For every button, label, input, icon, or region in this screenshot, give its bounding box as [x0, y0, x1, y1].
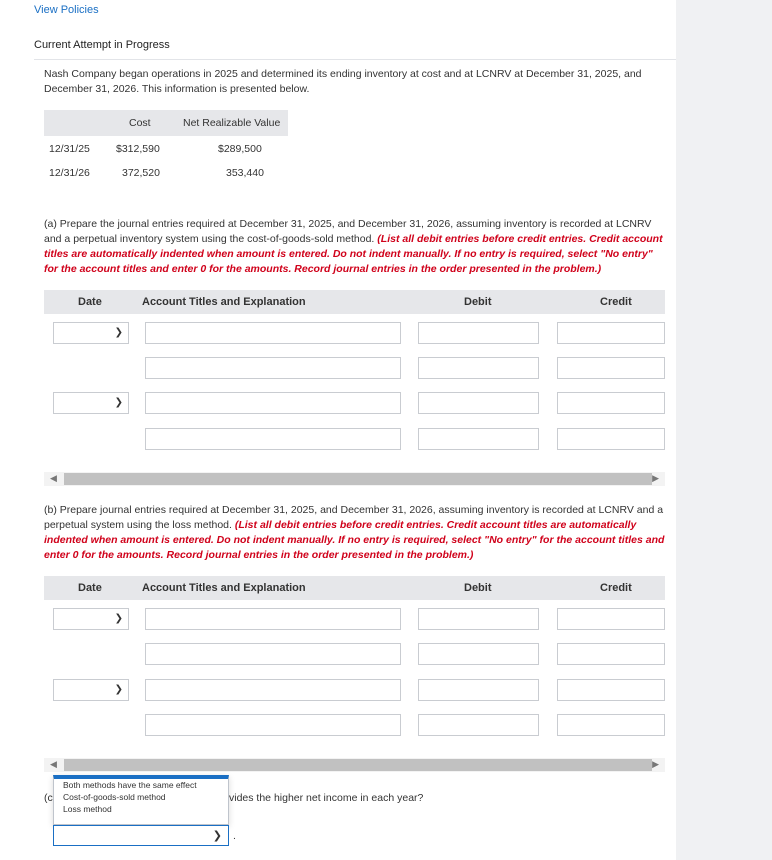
row-cost: 372,520 [122, 167, 160, 179]
dropdown-option[interactable]: Cost-of-goods-sold method [63, 792, 166, 802]
part-b-intro: (b) Prepare journal entries required at December 31, 2025, and December 31, 2026, assuming inventory is recorded at LCNRV and a perpetual system using the loss method. [44, 504, 664, 531]
view-policies-link[interactable]: View Policies [34, 4, 99, 16]
chevron-down-icon: ❯ [114, 327, 123, 338]
debit-input[interactable] [418, 714, 539, 736]
horizontal-scrollbar[interactable] [44, 472, 665, 486]
dropdown-option[interactable]: Loss method [63, 804, 112, 814]
part-c-period: . [233, 830, 236, 842]
date-select[interactable] [53, 679, 129, 701]
date-select[interactable] [53, 322, 129, 344]
method-select[interactable] [53, 825, 229, 846]
header-date: Date [78, 582, 102, 594]
chevron-down-icon: ❯ [114, 397, 123, 408]
divider [34, 59, 676, 60]
scrollbar-thumb[interactable] [64, 473, 652, 485]
header-debit: Debit [464, 296, 492, 308]
part-a-instructions: (List all debit entries before credit entries. Credit account titles are automatically indented when amount is entered. Do not indent manually. If no entry is required, select "No entry" for the account titles and enter 0 for the amounts. Record journal entries in the order presented in the problem.) [44, 233, 663, 275]
account-input[interactable] [145, 428, 401, 450]
row-nrv: $289,500 [218, 143, 262, 155]
scroll-left-icon[interactable]: ◀ [50, 759, 57, 769]
scroll-right-icon[interactable]: ▶ [652, 473, 659, 483]
credit-input[interactable] [557, 643, 665, 665]
debit-input[interactable] [418, 679, 539, 701]
problem-text: Nash Company began operations in 2025 and determined its ending inventory at cost and at LCNRV at December 31, 2025, and December 31, 2026. This information is presented below. [44, 68, 642, 95]
header-account: Account Titles and Explanation [142, 582, 306, 594]
credit-input[interactable] [557, 392, 665, 414]
credit-input[interactable] [557, 608, 665, 630]
credit-input[interactable] [557, 428, 665, 450]
method-dropdown-menu[interactable] [53, 775, 229, 825]
debit-input[interactable] [418, 608, 539, 630]
part-b-instructions: (List all debit entries before credit entries. Credit account titles are automatically indented when amount is entered. Do not indent manually. If no entry is required, select "No entry" for the account titles and enter 0 for the amounts. Record journal entries in the order presented in the problem.) [44, 519, 665, 561]
scroll-left-icon[interactable]: ◀ [50, 473, 57, 483]
account-input[interactable] [145, 357, 401, 379]
debit-input[interactable] [418, 392, 539, 414]
header-debit: Debit [464, 582, 492, 594]
debit-input[interactable] [418, 428, 539, 450]
col-nrv: Net Realizable Value [183, 117, 281, 129]
part-c-prefix: (c [44, 792, 53, 804]
date-select[interactable] [53, 392, 129, 414]
header-account: Account Titles and Explanation [142, 296, 306, 308]
account-input[interactable] [145, 679, 401, 701]
part-a-intro: (a) Prepare the journal entries required at December 31, 2025, and December 31, 2026, assuming inventory is recorded at LCNRV and a perpetual inventory system using the cost-of-goods-sold method. [44, 218, 652, 245]
account-input[interactable] [145, 608, 401, 630]
row-date: 12/31/26 [49, 167, 90, 179]
credit-input[interactable] [557, 357, 665, 379]
horizontal-scrollbar[interactable] [44, 758, 665, 772]
credit-input[interactable] [557, 714, 665, 736]
header-date: Date [78, 296, 102, 308]
journal-a-header [44, 290, 665, 314]
scroll-right-icon[interactable]: ▶ [652, 759, 659, 769]
inventory-table [44, 110, 288, 190]
part-b-question [44, 503, 666, 563]
account-input[interactable] [145, 322, 401, 344]
chevron-down-icon: ❯ [114, 684, 123, 695]
attempt-status: Current Attempt in Progress [34, 39, 170, 51]
debit-input[interactable] [418, 357, 539, 379]
header-credit: Credit [600, 582, 632, 594]
scrollbar-thumb[interactable] [64, 759, 652, 771]
header-credit: Credit [600, 296, 632, 308]
debit-input[interactable] [418, 643, 539, 665]
row-cost: $312,590 [116, 143, 160, 155]
chevron-down-icon: ❯ [212, 830, 222, 842]
journal-b-header [44, 576, 665, 600]
row-date: 12/31/25 [49, 143, 90, 155]
part-c-question: vides the higher net income in each year? [229, 792, 424, 804]
dropdown-option[interactable]: Both methods have the same effect [63, 780, 197, 790]
debit-input[interactable] [418, 322, 539, 344]
credit-input[interactable] [557, 322, 665, 344]
date-select[interactable] [53, 608, 129, 630]
part-a-question [44, 217, 666, 277]
chevron-down-icon: ❯ [114, 613, 123, 624]
credit-input[interactable] [557, 679, 665, 701]
account-input[interactable] [145, 714, 401, 736]
row-nrv: 353,440 [226, 167, 264, 179]
account-input[interactable] [145, 643, 401, 665]
col-cost: Cost [129, 117, 151, 129]
account-input[interactable] [145, 392, 401, 414]
